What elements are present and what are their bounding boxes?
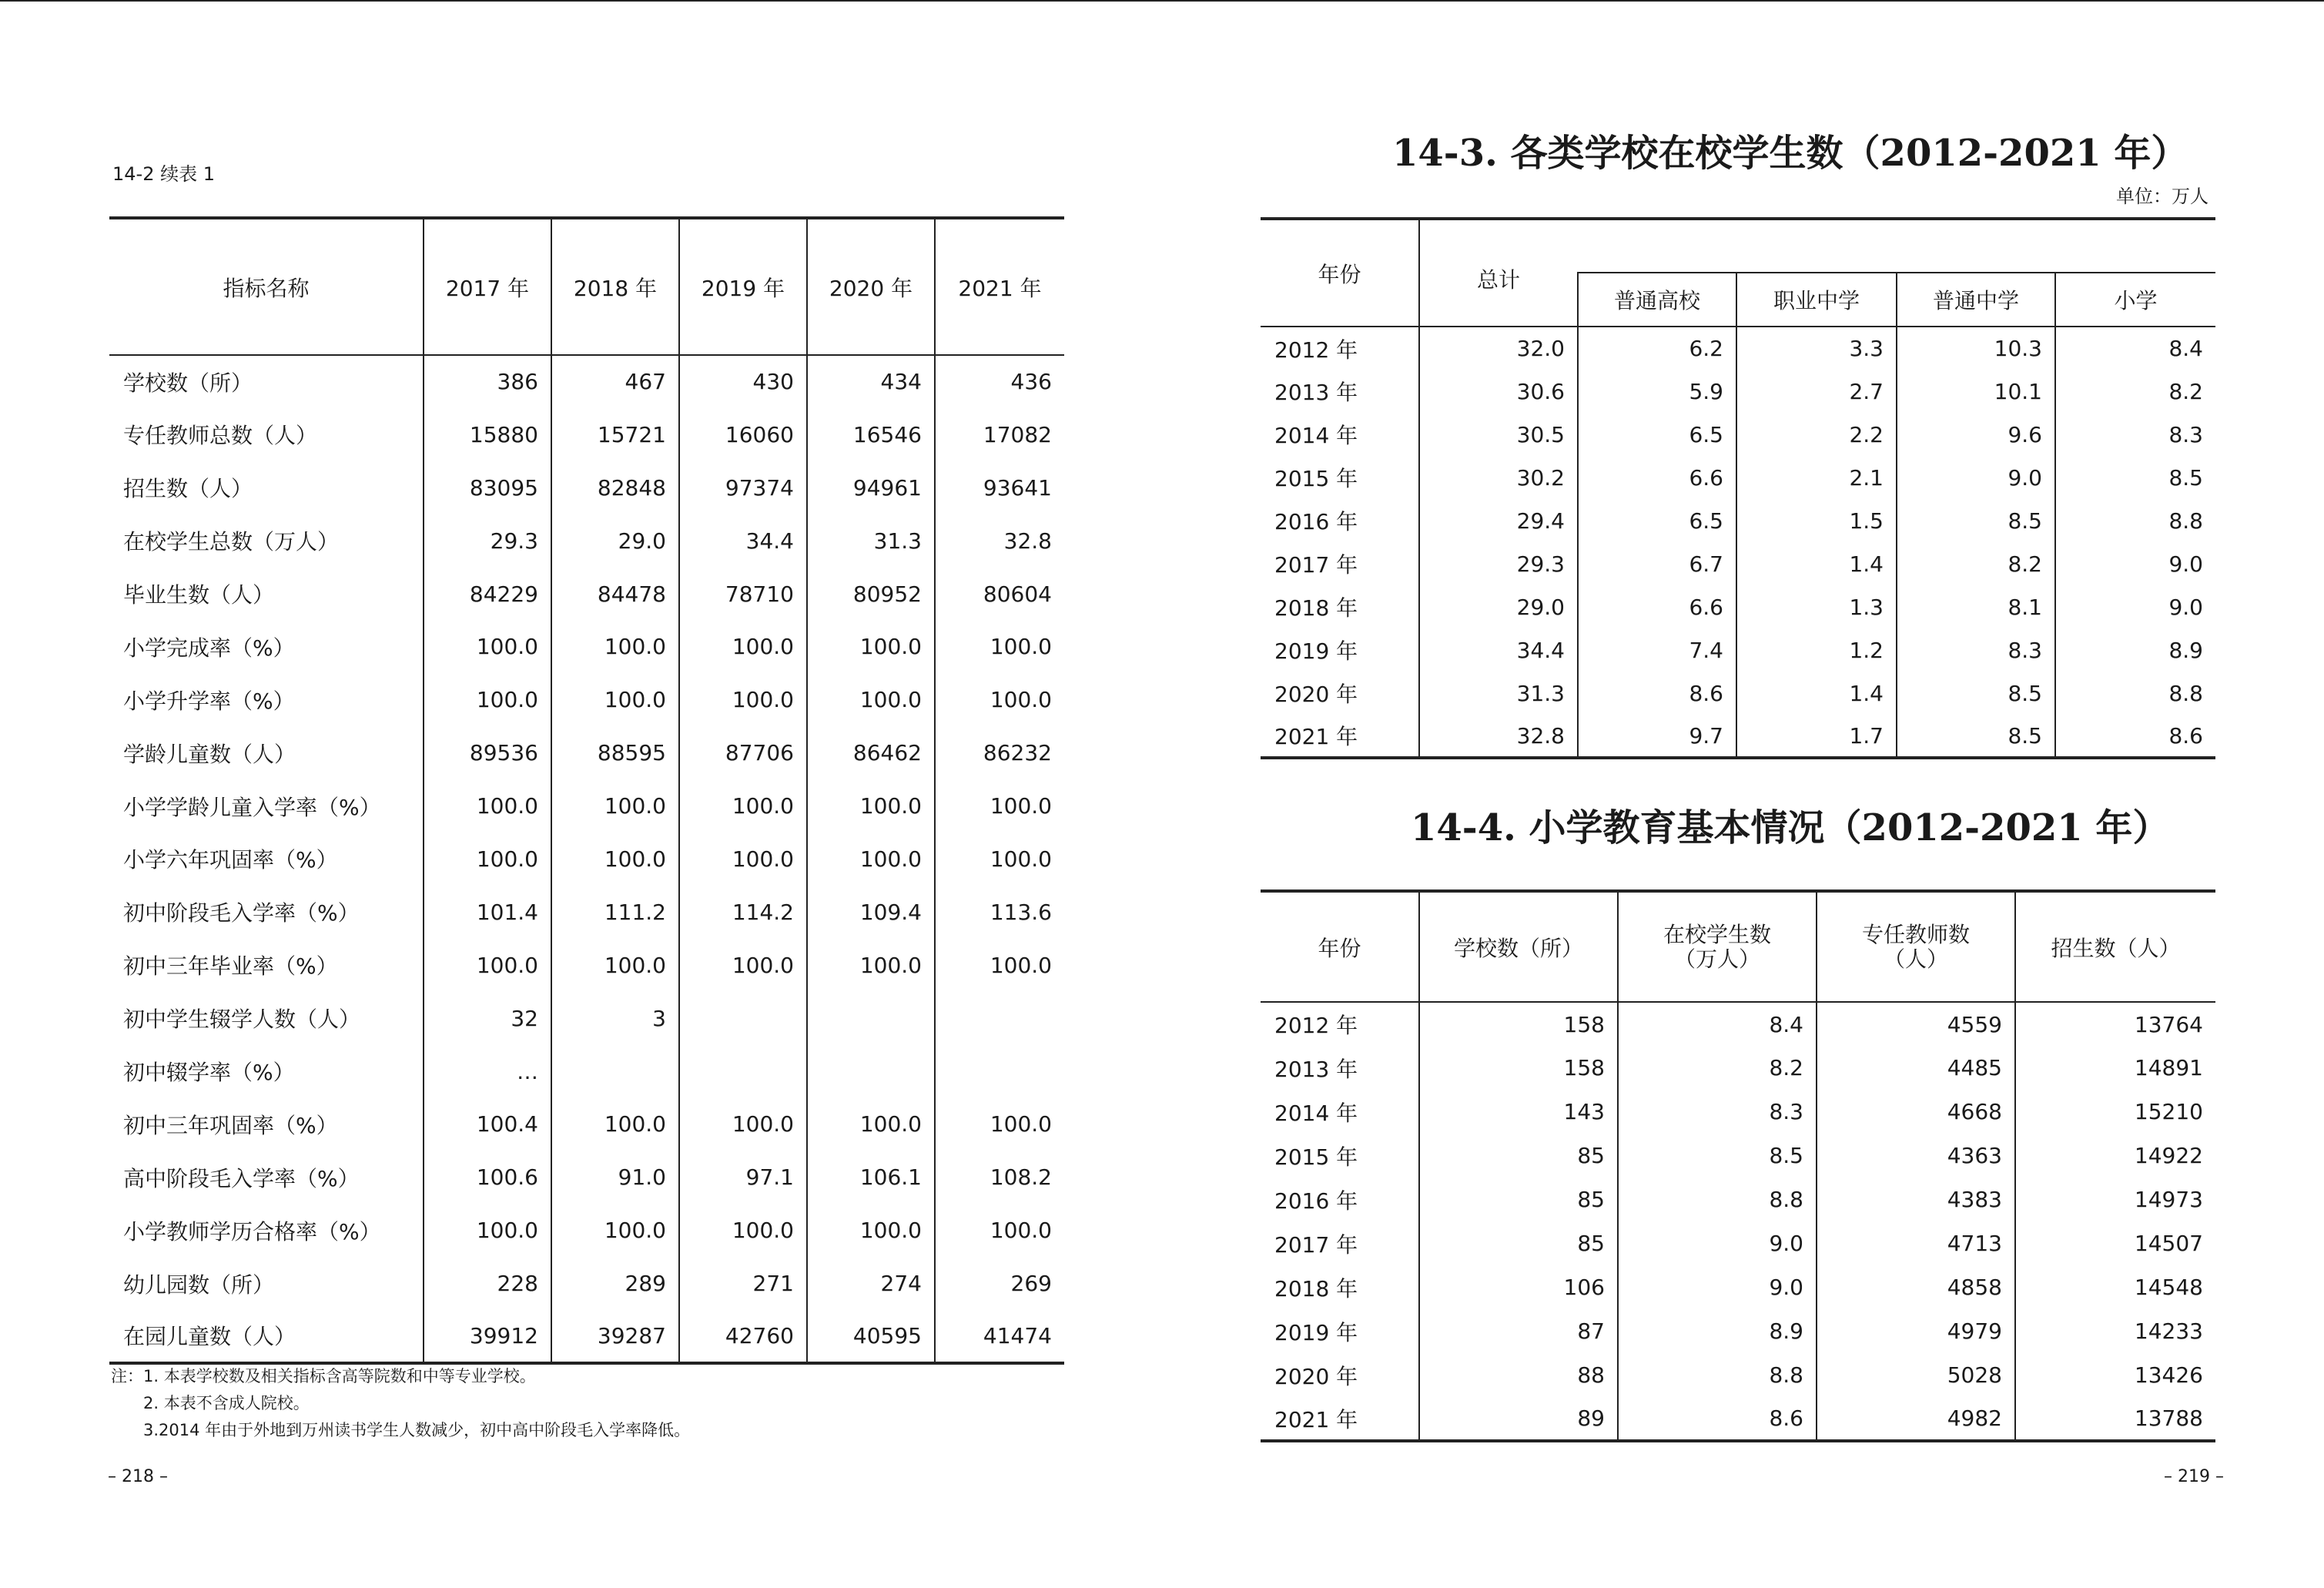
header-full-time-teachers: 专任教师数 （人） [1817, 891, 2015, 1002]
primary-education-table [1261, 889, 2215, 1442]
row-year: 2018 年 [1274, 595, 1358, 621]
table-cell: 29.3 [1419, 542, 1578, 585]
table-row [1261, 585, 2215, 628]
table-title-14-4: 14-4. 小学教育基本情况（2012-2021 年） [1411, 806, 2170, 849]
table-cell: 15210 [2015, 1090, 2215, 1134]
table-row [109, 461, 1064, 514]
table-cell: 4668 [1817, 1090, 2015, 1134]
table-cell: 1.2 [1736, 628, 1897, 672]
table-cell: 13426 [2015, 1353, 2215, 1397]
table-cell [935, 1045, 1064, 1098]
table-cell: 100.0 [679, 673, 807, 726]
table-cell: 86462 [807, 726, 935, 779]
row-year: 2014 年 [1274, 423, 1358, 448]
table-cell: 8.3 [1897, 628, 2055, 672]
table-cell: 8.5 [1897, 672, 2055, 715]
row-label: 招生数（人） [123, 476, 253, 502]
row-label: 专任教师总数（人） [123, 423, 318, 449]
table-cell: 100.0 [807, 1204, 935, 1257]
table-cell [935, 992, 1064, 1045]
table-cell: 100.0 [807, 779, 935, 833]
table-cell: 8.4 [2055, 327, 2215, 370]
table-cell: 30.2 [1419, 456, 1578, 499]
page-number-left: – 218 – [108, 1467, 168, 1486]
table-row [109, 992, 1064, 1045]
table-cell: 34.4 [1419, 628, 1578, 672]
table-cell: 100.0 [935, 1204, 1064, 1257]
table-cell: 101.4 [424, 886, 551, 939]
row-year: 2015 年 [1274, 466, 1358, 491]
table-cell: 100.4 [424, 1097, 551, 1151]
table-cell: 85 [1419, 1221, 1618, 1265]
table-cell: 100.0 [551, 620, 679, 673]
table-cell: 100.0 [807, 620, 935, 673]
table-cell: 100.0 [424, 939, 551, 992]
table-cell: 97374 [679, 461, 807, 514]
table-cell: 3 [551, 992, 679, 1045]
table-cell: 32 [424, 992, 551, 1045]
table-row [109, 1151, 1064, 1204]
table-row [1261, 715, 2215, 758]
table-cell: 114.2 [679, 886, 807, 939]
table-cell: 10.1 [1897, 370, 2055, 413]
table-cell: 100.0 [551, 673, 679, 726]
table-cell: 8.2 [1897, 542, 2055, 585]
row-label: 初中阶段毛入学率（%） [123, 900, 360, 926]
table-cell: 9.0 [2055, 542, 2215, 585]
header-regular-university: 普通高校 [1578, 273, 1736, 327]
table-cell: 4713 [1817, 1221, 2015, 1265]
row-label: 在园儿童数（人） [123, 1324, 296, 1350]
row-year: 2020 年 [1274, 1363, 1358, 1389]
table-cell: 91.0 [551, 1151, 679, 1204]
table-cell: 4363 [1817, 1134, 2015, 1178]
table-cell: 31.3 [807, 514, 935, 568]
header-enrolled-students: 在校学生数 （万人） [1618, 891, 1817, 1002]
header-total: 总计 [1419, 219, 1578, 327]
table-cell: 3.3 [1736, 327, 1897, 370]
table-cell: 13788 [2015, 1397, 2215, 1441]
row-year: 2019 年 [1274, 638, 1358, 664]
table-row [1261, 1353, 2215, 1397]
table-cell: 9.6 [1897, 413, 2055, 456]
table-cell [679, 1045, 807, 1098]
row-year: 2015 年 [1274, 1144, 1358, 1170]
table-cell: 106 [1419, 1265, 1618, 1309]
table-cell: 15880 [424, 408, 551, 461]
table-cell: 100.0 [679, 620, 807, 673]
table-cell: 271 [679, 1257, 807, 1310]
header-year-2021: 2021 年 [935, 218, 1064, 355]
table-row [1261, 1309, 2215, 1353]
table-cell: 4858 [1817, 1265, 2015, 1309]
table-cell: 100.0 [679, 1097, 807, 1151]
table-row [109, 673, 1064, 726]
table-cell: 269 [935, 1257, 1064, 1310]
table-cell: 80952 [807, 568, 935, 621]
table-cell: 4559 [1817, 1002, 2015, 1046]
row-label: 小学学龄儿童入学率（%） [123, 794, 381, 820]
table-cell: 100.6 [424, 1151, 551, 1204]
table-cell: 100.0 [935, 833, 1064, 886]
table-row [109, 620, 1064, 673]
table-cell: 2.7 [1736, 370, 1897, 413]
header-primary-school: 小学 [2055, 273, 2215, 327]
table-cell: 85 [1419, 1134, 1618, 1178]
table-row [109, 408, 1064, 461]
table-cell: 9.0 [1897, 456, 2055, 499]
table-row [1261, 1221, 2215, 1265]
table-cell: 4979 [1817, 1309, 2015, 1353]
table-cell: 8.5 [1618, 1134, 1817, 1178]
row-year: 2020 年 [1274, 682, 1358, 707]
row-year: 2019 年 [1274, 1319, 1358, 1345]
note-line: 2. 本表不含成人院校。 [143, 1394, 310, 1412]
table-row [1261, 1265, 2215, 1309]
header-new-enrollment: 招生数（人） [2015, 891, 2215, 1002]
table-cell: 14922 [2015, 1134, 2215, 1178]
table-continuation-label: 14-2 续表 1 [112, 163, 215, 185]
table-cell: 39912 [424, 1310, 551, 1363]
table-cell: 8.6 [2055, 715, 2215, 758]
table-row [109, 1257, 1064, 1310]
table-cell: 100.0 [679, 779, 807, 833]
table-cell: 84478 [551, 568, 679, 621]
table-cell: 100.0 [551, 1204, 679, 1257]
table-cell: 4485 [1817, 1046, 2015, 1090]
row-year: 2021 年 [1274, 1406, 1358, 1432]
table-cell: 100.0 [935, 779, 1064, 833]
table-cell: 467 [551, 355, 679, 408]
table-cell: 100.0 [935, 939, 1064, 992]
table-cell: 4982 [1817, 1397, 2015, 1441]
table-cell: 6.5 [1578, 413, 1736, 456]
header-year-2017: 2017 年 [424, 218, 551, 355]
row-label: 毕业生数（人） [123, 582, 275, 608]
table-cell: 100.0 [424, 779, 551, 833]
table-cell: 158 [1419, 1002, 1618, 1046]
row-label: 初中三年巩固率（%） [123, 1112, 338, 1138]
row-label: 学校数（所） [123, 370, 253, 396]
table-cell: 89 [1419, 1397, 1618, 1441]
row-year: 2012 年 [1274, 337, 1358, 363]
table-row [109, 939, 1064, 992]
row-label: 初中辍学率（%） [123, 1060, 295, 1086]
table-cell: 8.3 [1618, 1090, 1817, 1134]
header-vocational-school: 职业中学 [1736, 273, 1897, 327]
indicators-table [109, 216, 1064, 1365]
row-year: 2017 年 [1274, 552, 1358, 578]
table-row [109, 886, 1064, 939]
table-cell: 16060 [679, 408, 807, 461]
table-cell: 228 [424, 1257, 551, 1310]
table-cell: 17082 [935, 408, 1064, 461]
table-cell: 34.4 [679, 514, 807, 568]
table-cell: 41474 [935, 1310, 1064, 1363]
table-cell: 100.0 [935, 620, 1064, 673]
table-row [1261, 1046, 2215, 1090]
table-cell: 111.2 [551, 886, 679, 939]
row-label: 在校学生总数（万人） [123, 529, 340, 555]
table-cell: 1.4 [1736, 672, 1897, 715]
table-cell: 82848 [551, 461, 679, 514]
table-cell: 1.5 [1736, 499, 1897, 542]
table-cell: 9.7 [1578, 715, 1736, 758]
table-cell: 88595 [551, 726, 679, 779]
table-cell: 100.0 [807, 1097, 935, 1151]
row-label: 初中三年毕业率（%） [123, 953, 338, 980]
table-cell: 87706 [679, 726, 807, 779]
table-cell: 15721 [551, 408, 679, 461]
table-cell: 40595 [807, 1310, 935, 1363]
table-cell: 6.6 [1578, 456, 1736, 499]
table-cell: 8.8 [2055, 672, 2215, 715]
table-cell: 143 [1419, 1090, 1618, 1134]
table-cell: 8.9 [2055, 628, 2215, 672]
table-cell [807, 1045, 935, 1098]
row-year: 2017 年 [1274, 1231, 1358, 1258]
table-cell: 108.2 [935, 1151, 1064, 1204]
table-cell: 78710 [679, 568, 807, 621]
table-cell: 80604 [935, 568, 1064, 621]
table-row [1261, 628, 2215, 672]
table-cell: 1.3 [1736, 585, 1897, 628]
row-year: 2016 年 [1274, 509, 1358, 534]
table-cell [679, 992, 807, 1045]
students-by-school-type-table [1261, 217, 2215, 759]
table-cell: 8.8 [1618, 1178, 1817, 1221]
table-cell: 158 [1419, 1046, 1618, 1090]
table-title-14-3: 14-3. 各类学校在校学生数（2012-2021 年） [1392, 132, 2188, 175]
table-cell: 386 [424, 355, 551, 408]
table-cell: 8.8 [2055, 499, 2215, 542]
table-cell: 100.0 [935, 673, 1064, 726]
table-cell: 32.8 [1419, 715, 1578, 758]
table-cell: 100.0 [424, 673, 551, 726]
table-cell: 289 [551, 1257, 679, 1310]
header-year: 年份 [1261, 891, 1419, 1002]
table-cell: 8.4 [1618, 1002, 1817, 1046]
table-cell [807, 992, 935, 1045]
table-cell: 16546 [807, 408, 935, 461]
row-label: 小学升学率（%） [123, 688, 295, 714]
table-row [109, 1045, 1064, 1098]
table-cell: 8.1 [1897, 585, 2055, 628]
table-cell: 100.0 [551, 1097, 679, 1151]
table-row [109, 1204, 1064, 1257]
table-row [1261, 542, 2215, 585]
table-row [1261, 1134, 2215, 1178]
row-label: 学龄儿童数（人） [123, 741, 296, 767]
row-year: 2016 年 [1274, 1188, 1358, 1214]
row-label: 小学完成率（%） [123, 635, 295, 661]
table-cell: 100.0 [935, 1097, 1064, 1151]
table-cell: 9.0 [1618, 1265, 1817, 1309]
header-year-2018: 2018 年 [551, 218, 679, 355]
table-cell: 8.3 [2055, 413, 2215, 456]
table-cell: 83095 [424, 461, 551, 514]
header-school-count: 学校数（所） [1419, 891, 1618, 1002]
table-cell: 97.1 [679, 1151, 807, 1204]
table-row [109, 355, 1064, 408]
table-cell: 5.9 [1578, 370, 1736, 413]
table-row [109, 833, 1064, 886]
page-number-right: – 219 – [2164, 1467, 2224, 1486]
row-label: 小学教师学历合格率（%） [123, 1218, 381, 1245]
table-cell: 8.5 [1897, 499, 2055, 542]
table-cell: 100.0 [807, 939, 935, 992]
table-cell: 85 [1419, 1178, 1618, 1221]
row-year: 2013 年 [1274, 380, 1358, 405]
table-cell: 10.3 [1897, 327, 2055, 370]
unit-label: 单位：万人 [2116, 186, 2208, 207]
table-cell: 86232 [935, 726, 1064, 779]
table-cell: 430 [679, 355, 807, 408]
table-cell: 32.8 [935, 514, 1064, 568]
table-cell: 1.4 [1736, 542, 1897, 585]
table-cell: 13764 [2015, 1002, 2215, 1046]
table-row [1261, 672, 2215, 715]
table-row [109, 568, 1064, 621]
note-line: 注：1. 本表学校数及相关指标含高等院数和中等专业学校。 [111, 1367, 536, 1385]
table-cell: 100.0 [551, 833, 679, 886]
table-cell: 8.5 [2055, 456, 2215, 499]
table-cell: 100.0 [551, 779, 679, 833]
row-year: 2018 年 [1274, 1275, 1358, 1302]
table-row [109, 1097, 1064, 1151]
table-cell: 29.3 [424, 514, 551, 568]
table-row [109, 1310, 1064, 1363]
table-cell: 93641 [935, 461, 1064, 514]
table-cell: 8.5 [1897, 715, 2055, 758]
table-cell: 30.5 [1419, 413, 1578, 456]
table-row [109, 514, 1064, 568]
table-cell: 8.6 [1578, 672, 1736, 715]
table-cell: … [424, 1045, 551, 1098]
table-cell: 42760 [679, 1310, 807, 1363]
table-cell: 109.4 [807, 886, 935, 939]
table-cell: 30.6 [1419, 370, 1578, 413]
table-cell: 434 [807, 355, 935, 408]
table-row [1261, 499, 2215, 542]
table-cell: 14507 [2015, 1221, 2215, 1265]
header-year-2020: 2020 年 [807, 218, 935, 355]
header-indicator-name: 指标名称 [109, 218, 424, 355]
table-cell: 29.4 [1419, 499, 1578, 542]
table-row [109, 726, 1064, 779]
table-cell: 1.7 [1736, 715, 1897, 758]
table-cell: 32.0 [1419, 327, 1578, 370]
table-row [1261, 370, 2215, 413]
row-year: 2012 年 [1274, 1013, 1358, 1038]
table-cell: 100.0 [679, 833, 807, 886]
table-cell [551, 1045, 679, 1098]
table-cell: 39287 [551, 1310, 679, 1363]
header-year: 年份 [1261, 219, 1419, 327]
table-cell: 100.0 [424, 833, 551, 886]
table-cell: 29.0 [1419, 585, 1578, 628]
table-cell: 31.3 [1419, 672, 1578, 715]
table-cell: 100.0 [424, 1204, 551, 1257]
table-cell: 106.1 [807, 1151, 935, 1204]
table-cell: 100.0 [807, 833, 935, 886]
table-cell: 8.8 [1618, 1353, 1817, 1397]
table-cell: 4383 [1817, 1178, 2015, 1221]
table-row [1261, 1090, 2215, 1134]
table-cell: 8.2 [1618, 1046, 1817, 1090]
table-cell: 88 [1419, 1353, 1618, 1397]
table-row [109, 779, 1064, 833]
row-label: 高中阶段毛入学率（%） [123, 1165, 360, 1191]
table-cell: 2.1 [1736, 456, 1897, 499]
table-row [1261, 327, 2215, 370]
table-cell: 6.5 [1578, 499, 1736, 542]
row-label: 幼儿园数（所） [123, 1271, 275, 1298]
table-cell: 14233 [2015, 1309, 2215, 1353]
table-cell: 14891 [2015, 1046, 2215, 1090]
table-cell: 5028 [1817, 1353, 2015, 1397]
table-cell: 113.6 [935, 886, 1064, 939]
table-row [1261, 1178, 2215, 1221]
table-cell: 274 [807, 1257, 935, 1310]
table-cell: 89536 [424, 726, 551, 779]
table-cell: 100.0 [679, 939, 807, 992]
table-cell: 9.0 [2055, 585, 2215, 628]
row-year: 2013 年 [1274, 1056, 1358, 1082]
table-cell: 8.6 [1618, 1397, 1817, 1441]
table-cell: 7.4 [1578, 628, 1736, 672]
row-label: 初中学生辍学人数（人） [123, 1007, 361, 1033]
row-year: 2021 年 [1274, 724, 1358, 749]
header-year-2019: 2019 年 [679, 218, 807, 355]
table-cell: 100.0 [679, 1204, 807, 1257]
table-cell: 29.0 [551, 514, 679, 568]
table-cell: 6.7 [1578, 542, 1736, 585]
table-row [1261, 1397, 2215, 1441]
header-secondary-school: 普通中学 [1897, 273, 2055, 327]
table-cell: 9.0 [1618, 1221, 1817, 1265]
table-cell: 6.2 [1578, 327, 1736, 370]
table-row [1261, 1002, 2215, 1046]
table-cell: 14548 [2015, 1265, 2215, 1309]
table-cell: 8.9 [1618, 1309, 1817, 1353]
top-border-line [0, 0, 2324, 2]
table-row [1261, 413, 2215, 456]
row-label: 小学六年巩固率（%） [123, 847, 338, 873]
table-notes [111, 1363, 690, 1444]
row-year: 2014 年 [1274, 1100, 1358, 1126]
table-cell: 6.6 [1578, 585, 1736, 628]
table-cell: 100.0 [424, 620, 551, 673]
note-line: 3.2014 年由于外地到万州读书学生人数减少，初中高中阶段毛入学率降低。 [143, 1421, 691, 1439]
table-cell: 84229 [424, 568, 551, 621]
table-cell: 100.0 [807, 673, 935, 726]
table-cell: 100.0 [551, 939, 679, 992]
table-row [1261, 456, 2215, 499]
table-cell: 14973 [2015, 1178, 2215, 1221]
table-cell: 8.2 [2055, 370, 2215, 413]
table-cell: 94961 [807, 461, 935, 514]
table-cell: 436 [935, 355, 1064, 408]
table-cell: 87 [1419, 1309, 1618, 1353]
table-cell: 2.2 [1736, 413, 1897, 456]
